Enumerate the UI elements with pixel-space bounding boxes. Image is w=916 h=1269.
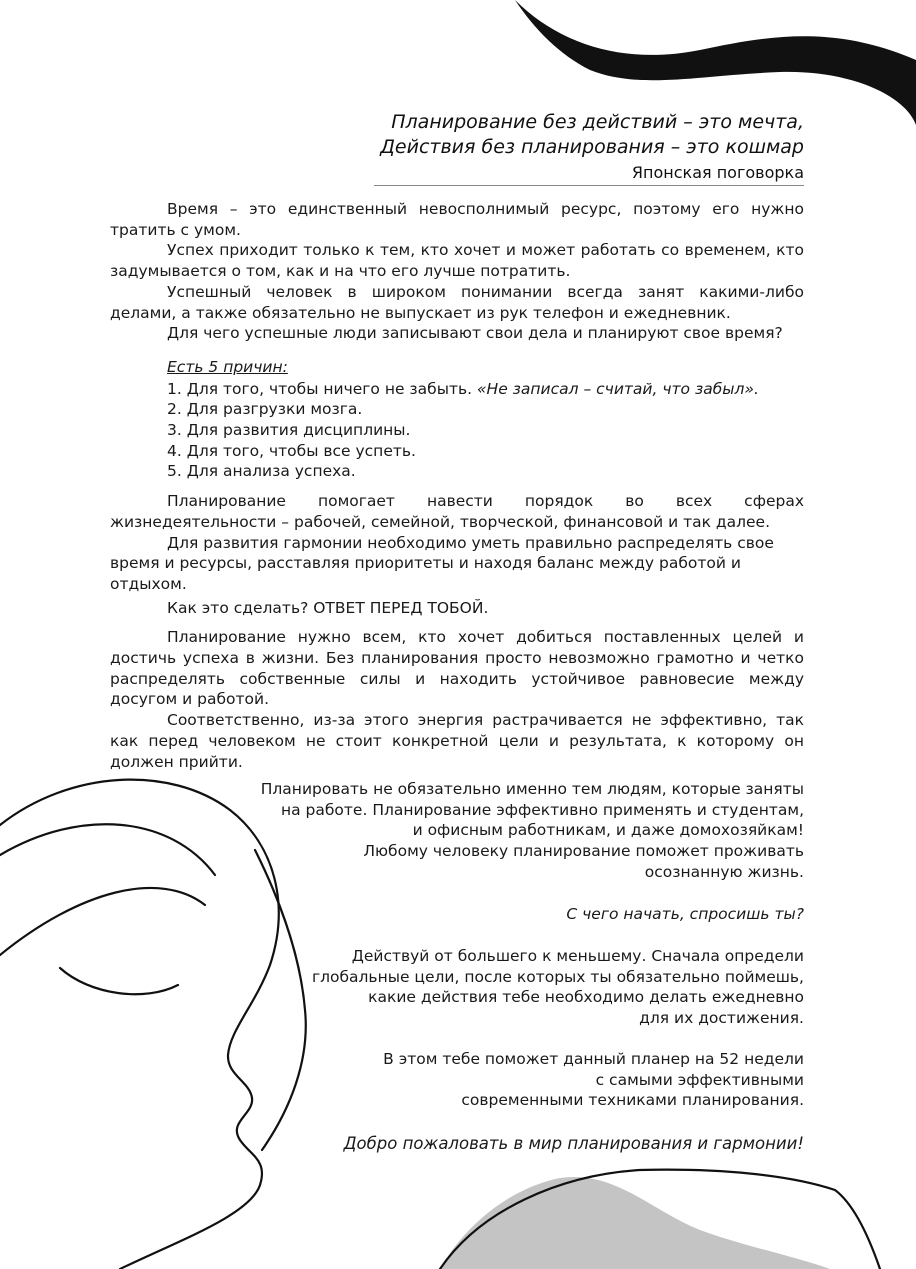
reason-text: 4. Для того, чтобы все успеть. xyxy=(167,441,416,460)
action-line-1: Действуй от большего к меньшему. Сначала определи xyxy=(351,947,804,965)
question-line: С чего начать, спросишь ты? xyxy=(566,905,804,923)
who-block xyxy=(204,779,804,883)
who-line-2: на работе. Планирование эффективно применять и студентам, xyxy=(280,800,804,819)
epigraph-line-1: Планирование без действий – это мечта, xyxy=(391,111,804,133)
intro-paragraph-4: Для чего успешные люди записывают свои дела и планируют свое время? xyxy=(167,324,783,343)
who-line-3: и офисным работникам, и даже домохозяйкам! xyxy=(412,821,804,840)
action-line-4: для их достижения. xyxy=(639,1009,804,1028)
who-line-1: Планировать не обязательно именно тем людям, которые заняты xyxy=(260,780,804,798)
planner-line-1: В этом тебе поможет данный планер на 52 недели xyxy=(383,1050,804,1068)
middle-paragraph-2: Для развития гармонии необходимо уметь правильно распределять свое время и ресурсы, расставляя приоритеты и находя баланс между работой и отдыхом. xyxy=(110,533,774,593)
intro-paragraph-2: Успех приходит только к тем, кто хочет и может работать со временем, кто задумывается о том, как и на что его лучше потратить. xyxy=(110,241,804,281)
reasons-title: Есть 5 причин: xyxy=(167,357,288,376)
intro-paragraph-3: Успешный человек в широком понимании всегда занят какими-либо делами, а также обязательно не выпускает из рук телефон и ежедневник. xyxy=(110,282,804,322)
middle-paragraph-3: Как это сделать? ОТВЕТ ПЕРЕД ТОБОЙ. xyxy=(167,598,489,617)
planner-line-2: с самыми эффективными xyxy=(595,1070,804,1089)
reason-quote: «Не записал – считай, что забыл». xyxy=(476,379,759,398)
epigraph-divider xyxy=(374,185,804,186)
reason-text: 3. Для развития дисциплины. xyxy=(167,421,411,440)
reason-text: 2. Для разгрузки мозга. xyxy=(167,400,363,419)
welcome-line: Добро пожаловать в мир планирования и гармонии! xyxy=(343,1134,804,1153)
planner-block xyxy=(204,1049,804,1111)
intro-paragraph-1: Время – это единственный невосполнимый ресурс, поэтому его нужно тратить с умом. xyxy=(110,200,804,239)
list-item xyxy=(167,420,804,441)
list-item xyxy=(167,461,804,482)
epigraph xyxy=(364,110,804,184)
who-line-5: осознанную жизнь. xyxy=(644,862,804,881)
middle-paragraph-4: Планирование нужно всем, кто хочет добиться поставленных целей и достичь успеха в жизни. Без планирования просто невозможно грамотно и четко распределять собственные силы и находить устойчивое равновесие между досугом и работой. xyxy=(110,628,804,709)
main-text xyxy=(110,199,804,772)
middle-paragraph-5: Соответственно, из-за этого энергия растрачивается не эффективно, так как перед человеком не стоит конкретной цели и результата, к которому он должен прийти. xyxy=(110,711,804,771)
middle-paragraph-1: Планирование помогает навести порядок во всех сферах жизнедеятельности – рабочей, семейной, творческой, финансовой и так далее. xyxy=(110,492,804,531)
reasons-list xyxy=(167,379,804,483)
list-item xyxy=(167,441,804,462)
reason-text: 1. Для того, чтобы ничего не забыть. xyxy=(167,379,477,398)
who-line-4: Любому человеку планирование поможет проживать xyxy=(363,842,804,861)
action-line-2: глобальные цели, после которых ты обязательно поймешь, xyxy=(311,967,804,986)
reason-text: 5. Для анализа успеха. xyxy=(167,462,356,481)
epigraph-source: Японская поговорка xyxy=(631,163,804,182)
list-item xyxy=(167,379,804,400)
action-block xyxy=(204,946,804,1029)
action-line-3: какие действия тебе необходимо делать ежедневно xyxy=(368,988,804,1007)
list-item xyxy=(167,399,804,420)
epigraph-line-2: Действия без планирования – это кошмар xyxy=(380,136,804,158)
planner-line-3: современными техниками планирования. xyxy=(461,1091,804,1110)
